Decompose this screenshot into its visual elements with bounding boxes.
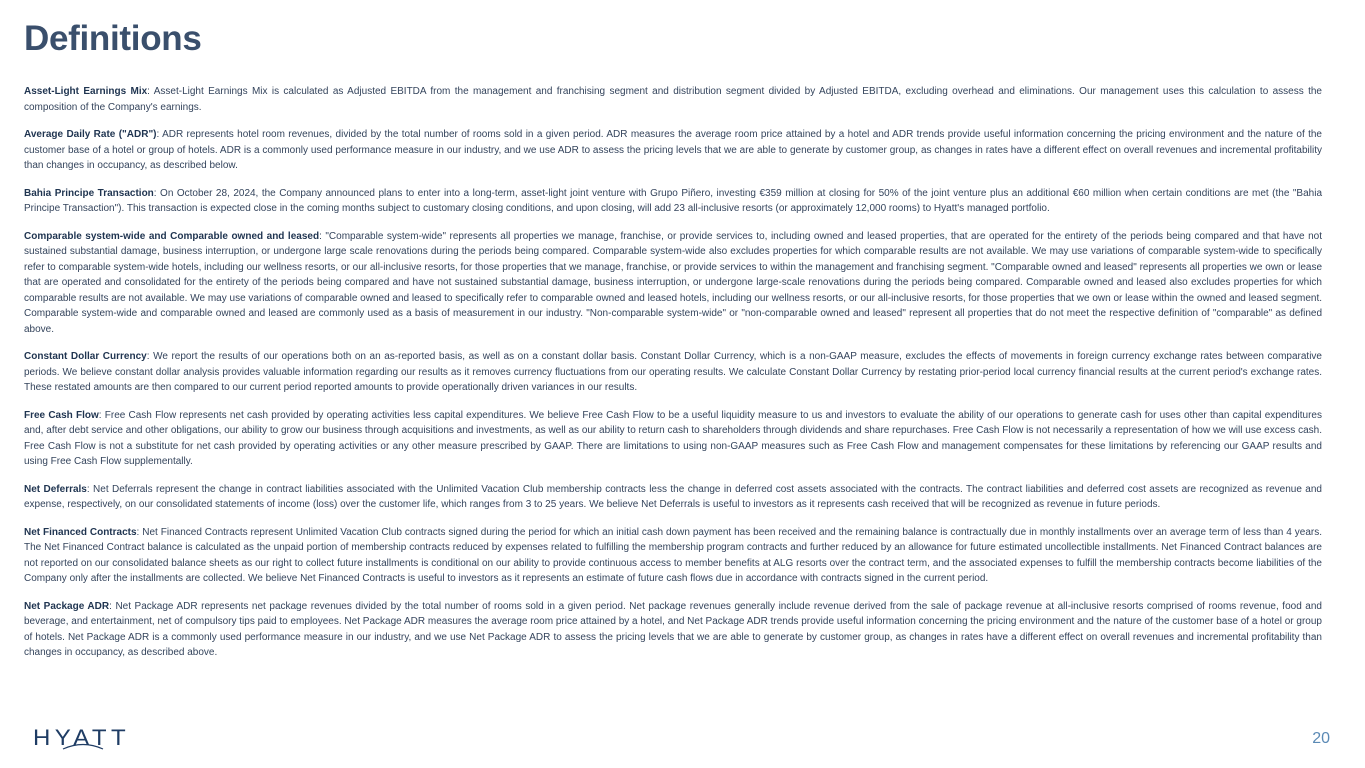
definition-text: : "Comparable system-wide" represents all properties we manage, franchise, or provide services to, including owned and leased properties, that are operated for the entirety of the periods being compared and that have not sustained substantial damage, business interruption, or undergone large scale renovations during the periods being compared. Comparable system-wide also excludes properties for which comparable results are not available. We may use variations of comparable system-wide to specifically refer to comparable system-wide hotels, including our wellness resorts, or our all-inclusive resorts, for those properties that we manage, franchise, or provide services to within the management and franchising segment. "Comparable owned and leased" represents all properties we own or lease that are operated and consolidated for the entirety of the periods being compared and have not sustained substantial damage, business interruption, or undergone large-scale renovations during the periods being compared. Comparable owned and leased also excludes properties for which comparable results are not available. We may use variations of comparable owned and leased to specifically refer to comparable owned and leased hotels, including our wellness resorts, or our all-inclusive resorts, for those properties that we own or lease within the owned and leased segment. Comparable system-wide and comparable owned and leased are commonly used as a basis of measurement in our industry. "Non-comparable system-wide" or "non-comparable owned and leased" represent all properties that do not meet the respective definition of "comparable" as defined above. [24,230,1322,335]
page-number: 20 [1312,730,1330,747]
definition-text: : Free Cash Flow represents net cash provided by operating activities less capital expenditures. We believe Free Cash Flow to be a useful liquidity measure to us and investors to evaluate the ability of our operations to generate cash for uses other than capital expenditures and, after debt service and other obligations, our ability to grow our business through acquisitions and investments, as well as our ability to return cash to shareholders through dividends and share repurchases. Free Cash Flow is not necessarily a representation of how we will use excess cash. Free Cash Flow is not a substitute for net cash provided by operating activities or any other measure prescribed by GAAP. There are limitations to using non-GAAP measures such as Free Cash Flow and management compensates for these limitations by referencing our GAAP results and using Free Cash Flow supplementally. [24,409,1322,467]
definition-text: : On October 28, 2024, the Company announced plans to enter into a long-term, asset-light joint venture with Grupo Piñero, investing €359 million at closing for 50% of the joint venture plus an additional €60 million when certain conditions are met (the "Bahia Principe Transaction"). This transaction is expected close in the coming months subject to customary closing conditions, and upon closing, will add 23 all-inclusive resorts (or approximately 12,000 rooms) to Hyatt's managed portfolio. [24,187,1323,214]
definition-constant-dollar-currency [24,349,1322,396]
definition-term: Asset-Light Earnings Mix [24,86,148,97]
definition-comparable-system-wide [24,229,1322,338]
definition-term: Constant Dollar Currency [24,351,147,362]
definition-net-financed-contracts [24,525,1322,587]
definition-term: Net Financed Contracts [24,526,137,538]
definition-term: Comparable system-wide and Comparable owned and leased [24,230,320,242]
page-title: Definitions [24,19,202,58]
definition-text: : Net Deferrals represent the change in contract liabilities associated with the Unlimited Vacation Club membership contracts less the change in deferred cost assets associated with the contracts. The contract liabilities and deferred cost assets are recognized as revenue and expense, respectively, on our consolidated statements of income (loss) over the customer life, which ranges from 3 to 25 years. We believe Net Deferrals is useful to investors as it represents cash received that will be recognized as revenue in future periods. [24,483,1322,510]
definition-text: : ADR represents hotel room revenues, divided by the total number of rooms sold in a given period. ADR measures the average room price attained by a hotel and ADR trends provide useful information concerning the pricing environment and the nature of the customer base of a hotel or group of hotels. ADR is a commonly used performance measure in our industry, and we use ADR to assess the pricing levels that we are able to generate by customer group, as changes in rates have a different effect on overall revenues and incremental profitability than changes in occupancy, as described below. [24,129,1322,171]
definition-average-daily-rate [24,127,1322,174]
definition-bahia-principe-transaction [24,186,1322,217]
definition-text: : Net Financed Contracts represent Unlimited Vacation Club contracts signed during the period for which an initial cash down payment has been received and the remaining balance is contractually due in monthly installments over an average term of less than 4 years. The Net Financed Contract balance is calculated as the unpaid portion of membership contracts reduced by expenses related to fulfilling the membership program contracts and further reduced by an allowance for future estimated uncollectible installments. Net Financed Contract balances are not reported on our consolidated balance sheets as our right to collect future installments is conditional on our ability to provide continuous access to member benefits at ALG resorts over the contract term, and the associated expenses to fulfill the membership contracts become liabilities of the Company only after the installments are collected. We believe Net Financed Contracts is useful to investors as it represents an estimate of future cash flows due in accordance with contracts signed in the current period. [24,526,1322,584]
definition-text: : Asset-Light Earnings Mix is calculated as Adjusted EBITDA from the management and franchising segment and distribution segment divided by Adjusted EBITDA, excluding overhead and eliminations. Our management uses this calculation to assess the composition of the Company's earnings. [24,86,1322,113]
definition-net-package-adr [24,599,1322,661]
definition-asset-light-earnings-mix [24,84,1322,115]
definition-term: Net Deferrals [24,483,87,495]
definition-term: Bahia Principe Transaction [24,187,154,199]
hyatt-logo [33,722,133,752]
definition-free-cash-flow [24,408,1322,470]
definitions-list [24,84,1322,673]
definition-term: Net Package ADR [24,600,110,612]
definition-text: : We report the results of our operations both on an as-reported basis, as well as on a constant dollar basis. Constant Dollar Currency, which is a non-GAAP measure, excludes the effects of movements in foreign currency exchange rates between comparative periods. We believe constant dollar analysis provides valuable information regarding our results as it removes currency fluctuations from our operating results. We calculate Constant Dollar Currency by restating prior-period local currency financial results at the current period's exchange rates. These restated amounts are then compared to our current period reported amounts to provide operationally driven variances in our results. [24,351,1322,393]
definition-term: Average Daily Rate ("ADR") [24,129,157,140]
hyatt-logo-text: HYATT [33,725,130,750]
definition-text: : Net Package ADR represents net package revenues divided by the total number of rooms sold in a given period. Net package revenues generally include revenue derived from the sale of package revenue at all-inclusive resorts comprised of rooms revenue, food and beverage, and entertainment, net of compulsory tips paid to employees. Net Package ADR measures the average room price attained by a hotel, and Net Package ADR trends provide useful information concerning the pricing environment and the nature of the customer base of a hotel or group of hotels. Net Package ADR is a commonly used performance measure in our industry, and we use Net Package ADR to assess the pricing levels that we are able to generate by customer group, as changes in rates have a different effect on overall revenues and incremental profitability than changes in occupancy, as described above. [24,600,1322,658]
definition-term: Free Cash Flow [24,409,99,421]
definition-net-deferrals [24,482,1322,513]
